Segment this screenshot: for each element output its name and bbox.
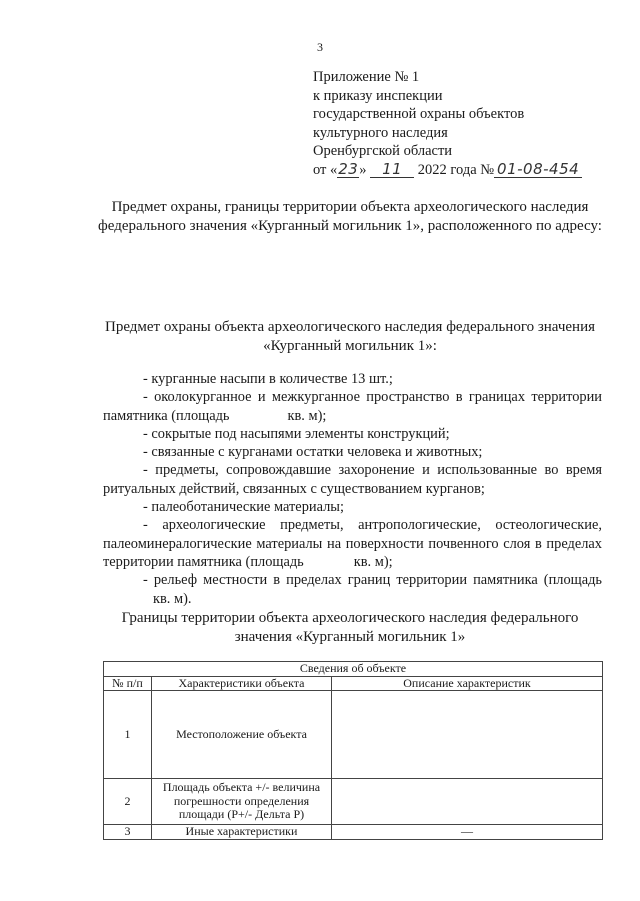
handwritten-day: 23 — [338, 159, 359, 178]
list-item: - курганные насыпи в количестве 13 шт.; — [143, 371, 393, 387]
appendix-date-line: от «23» 11 2022 года № 01-08-454 — [313, 161, 582, 180]
row-characteristic: Площадь объекта +/- величина погрешности определения площади (P+/- Дельта P) — [152, 779, 332, 825]
list-item: - предметы, сопровождавшие захоронение и использованные во время ритуальных действий, связанных с существованием курганов; — [103, 462, 602, 497]
list-item: - околокурганное и межкурганное пространство в границах территории памятника (площадь кв. м); — [103, 389, 602, 424]
table-row — [104, 825, 603, 840]
appendix-line: к приказу инспекции — [313, 87, 443, 104]
row-number: 2 — [104, 779, 152, 825]
table-row — [104, 779, 603, 825]
handwritten-order-number: 01-08-454 — [494, 162, 582, 178]
table-caption-row — [104, 662, 603, 677]
list-item: - рельеф местности в пределах границ территории памятника (площадькв. м). — [143, 572, 602, 607]
table-header: № п/п — [104, 676, 152, 691]
list-item: - археологические предметы, антропологические, остеологические, палеоминералогические материалы на поверхности почвенного слоя в пределах территории памятника (площадь кв. м); — [103, 517, 602, 570]
handwritten-month: 11 — [370, 162, 414, 178]
row-description: — — [332, 825, 603, 840]
table-caption: Сведения об объекте — [104, 662, 603, 677]
object-info-table — [103, 661, 603, 840]
row-description — [332, 779, 603, 825]
row-characteristic: Местоположение объекта — [152, 691, 332, 779]
row-characteristic: Иные характеристики — [152, 825, 332, 840]
main-title: Предмет охраны, границы территории объекта археологического наследия федерального значения «Курганный могильник 1», расположенного по адресу: — [98, 199, 602, 234]
table-header: Описание характеристик — [332, 676, 603, 691]
appendix-line: государственной охраны объектов — [313, 106, 525, 122]
list-item: - сокрытые под насыпями элементы конструкций; — [143, 425, 450, 442]
row-number: 3 — [104, 825, 152, 840]
appendix-title: Приложение № 1 — [313, 69, 420, 85]
table-row — [104, 691, 603, 779]
protection-subject-title: Предмет охраны объекта археологического наследия федерального значения «Курганный могильник 1»: — [104, 319, 596, 354]
appendix-line: культурного наследия — [313, 124, 448, 141]
list-item: - связанные с курганами остатки человека и животных; — [143, 444, 483, 461]
list-item: - палеоботанические материалы; — [143, 499, 344, 516]
appendix-line: Оренбургской области — [313, 143, 453, 159]
row-number: 1 — [104, 691, 152, 779]
territory-borders-title: Границы территории объекта археологического наследия федерального значения «Курганный могильник 1» — [121, 610, 579, 645]
protection-list — [103, 370, 602, 608]
table-header: Характеристики объекта — [152, 676, 332, 691]
appendix-block — [313, 68, 582, 179]
table-header-row — [104, 676, 603, 691]
page-number: 3 — [317, 40, 323, 54]
row-description — [332, 691, 603, 779]
